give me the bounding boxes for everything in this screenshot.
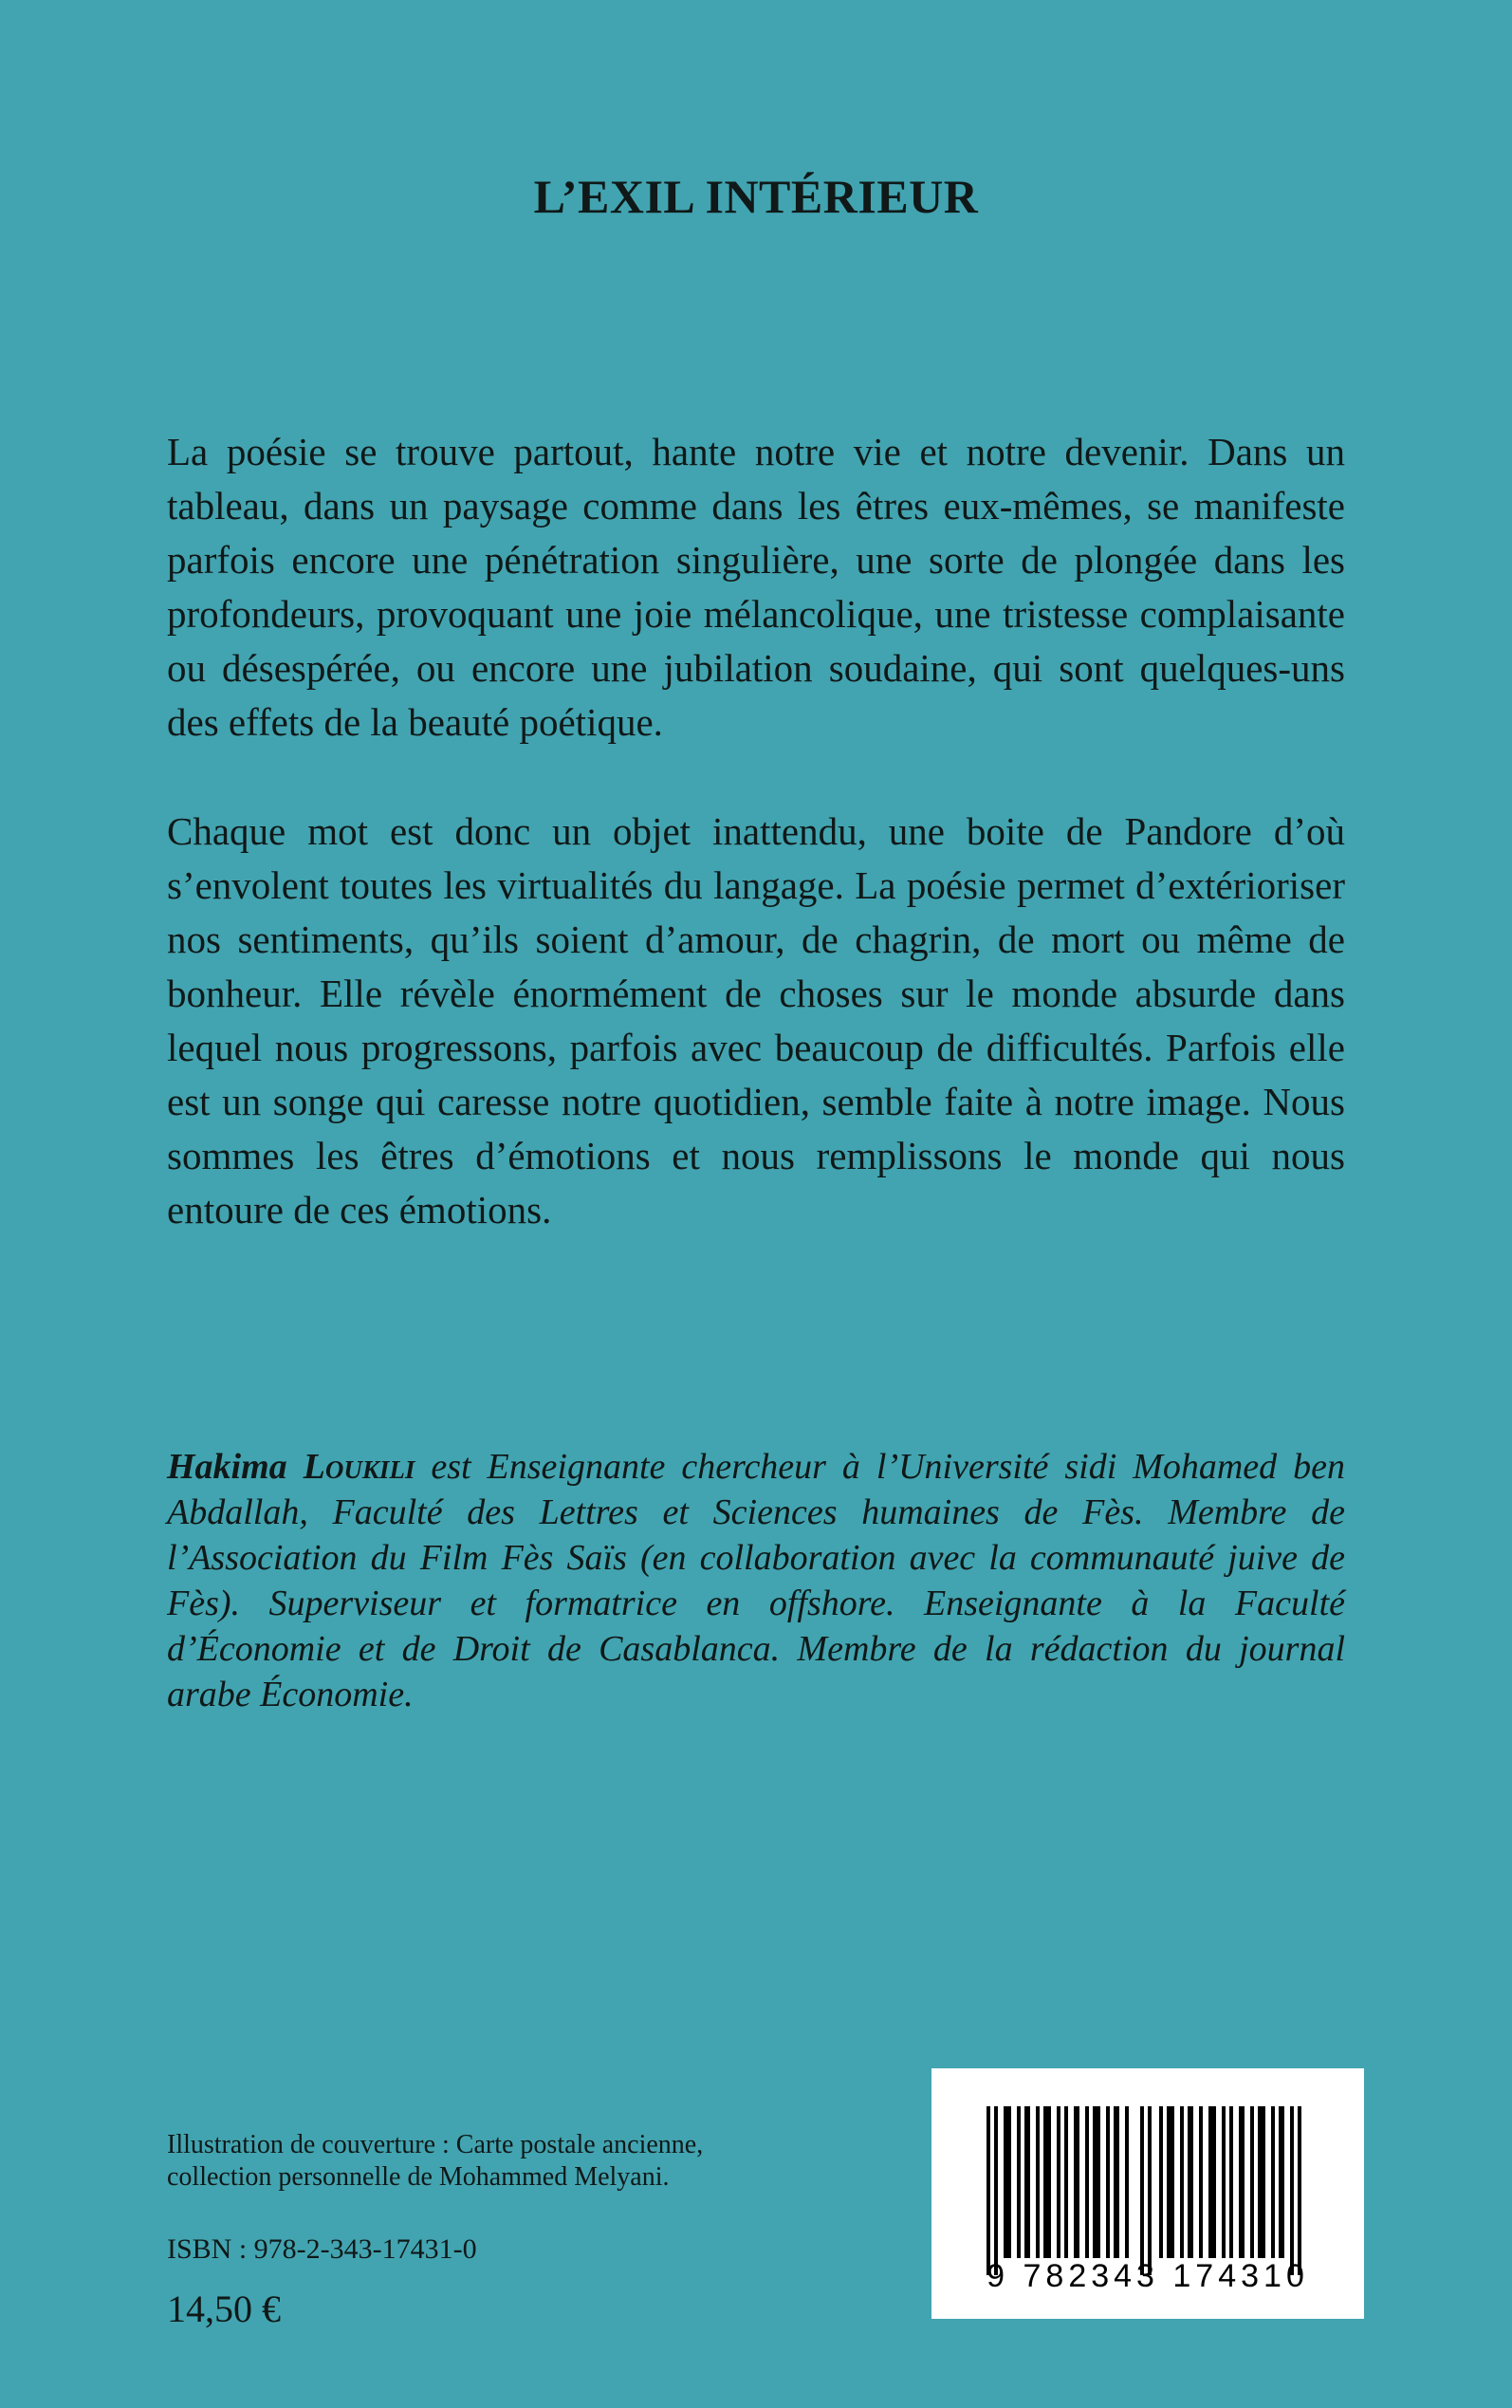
author-name bbox=[167, 1447, 415, 1487]
author-first-name: Hakima bbox=[167, 1447, 287, 1487]
author-bio bbox=[167, 1444, 1345, 1717]
blurb-paragraph-1: La poésie se trouve partout, hante notre vie et notre devenir. Dans un tableau, dans un paysage comme dans les êtres eux-mêmes, se manifeste parfois encore une pénétration singulière, une sorte de plongée dans les profondeurs, provoquant une joie mélancolique, une tristesse complaisante ou désespérée, ou encore une jubilation soudaine, qui sont quelques-uns des effets de la beauté poétique. bbox=[167, 430, 1345, 744]
barcode bbox=[931, 2068, 1364, 2319]
price: 14,50 € bbox=[167, 2288, 281, 2330]
blurb-paragraph-2: Chaque mot est donc un objet inattendu, une boite de Pandore d’où s’envolent toutes les virtualités du langage. La poésie permet d’extérioriser nos sentiments, qu’ils soient d’amour, de chagrin, de mort ou même de bonheur. Elle révèle énormément de choses sur le monde absurde dans lequel nous progressons, parfois avec beaucoup de difficultés. Parfois elle est un songe qui caresse notre quotidien, semble faite à notre image. Nous sommes les êtres d’émotions et nous remplissons le monde qui nous entoure de ces émotions. bbox=[167, 809, 1345, 1232]
illustration-credit bbox=[167, 2129, 703, 2194]
book-title: L’EXIL INTÉRIEUR bbox=[533, 170, 979, 223]
author-bio-text: est Enseignante chercheur à l’Université sidi Mohamed ben Abdallah, Faculté des Lettres et Sciences humaines de Fès. Membre de l’Association du Film Fès Saïs (en collaboration avec la communauté juive de Fès). Superviseur et formatrice en offshore. Enseignante à la Faculté d’Économie et de Droit de Casablanca. Membre de la rédaction du journal arabe Économie. bbox=[167, 1447, 1345, 1714]
barcode-digits: 9 782343 174310 bbox=[986, 2258, 1309, 2294]
credit-line-1: Illustration de couverture : Carte postale ancienne, bbox=[167, 2130, 704, 2159]
blurb bbox=[167, 425, 1345, 1237]
author-last-name: Loukili bbox=[303, 1447, 415, 1487]
isbn: ISBN : 978-2-343-17431-0 bbox=[167, 2233, 477, 2265]
credit-line-2: collection personnelle de Mohammed Melyani. bbox=[167, 2162, 670, 2192]
